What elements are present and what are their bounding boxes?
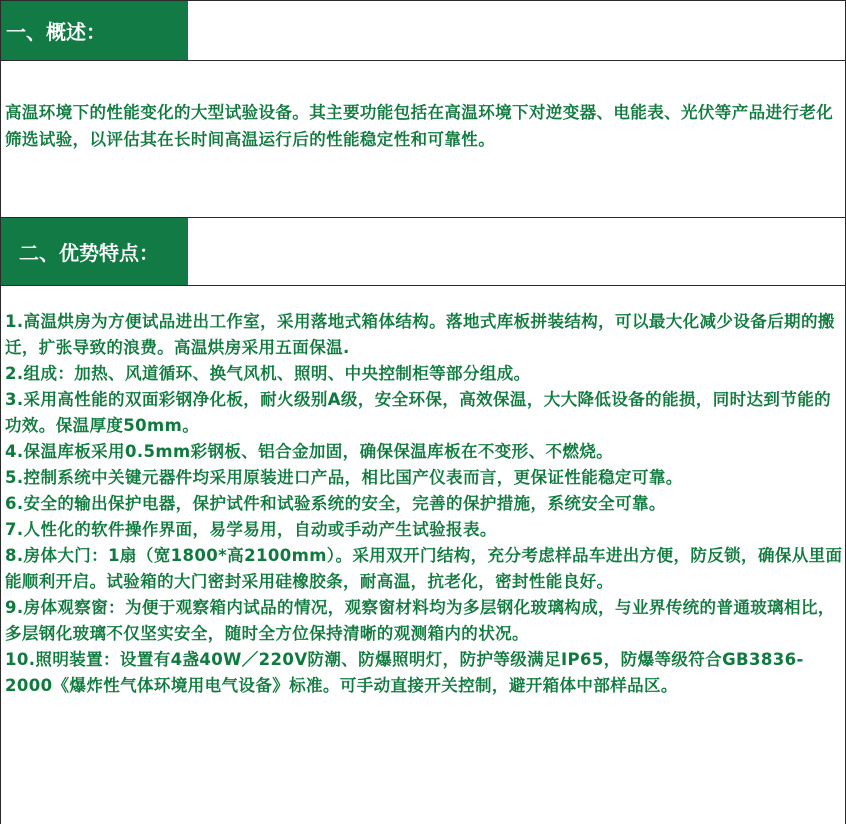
features-body bbox=[0, 286, 846, 824]
features-header bbox=[0, 217, 846, 286]
feature-item-4: 4.保温库板采用0.5mm彩钢板、铝合金加固，确保保温库板在不变形、不燃烧。 bbox=[5, 442, 614, 461]
feature-item-2: 2.组成：加热、风道循环、换气风机、照明、中央控制柜等部分组成。 bbox=[5, 364, 531, 383]
overview-text: 高温环境下的性能变化的大型试验设备。其主要功能包括在高温环境下对逆变器、电能表、光伏等产品进行老化筛选试验，以评估其在长时间高温运行后的性能稳定性和可靠性。 bbox=[5, 103, 834, 149]
features-heading: 二、优势特点： bbox=[19, 241, 159, 265]
feature-item-10: 10.照明装置：设置有4盏40W／220V防潮、防爆照明灯，防护等级满足IP65，防爆等级符合GB3836-2000《爆炸性气体环境用电气设备》标准。可手动直接开关控制，避开箱体中部样品区。 bbox=[5, 650, 804, 695]
overview-tab bbox=[1, 1, 188, 60]
features-tab bbox=[1, 218, 188, 285]
overview-body bbox=[0, 61, 846, 217]
overview-header bbox=[0, 0, 846, 61]
feature-item-5: 5.控制系统中关键元器件均采用原装进口产品，相比国产仪表而言，更保证性能稳定可靠。 bbox=[5, 468, 683, 487]
feature-item-3: 3.采用高性能的双面彩钢净化板，耐火级别A级，安全环保，高效保温，大大降低设备的能损，同时达到节能的功效。保温厚度50mm。 bbox=[5, 390, 832, 435]
overview-heading: 一、概述： bbox=[6, 20, 106, 44]
feature-item-6: 6.安全的输出保护电器，保护试件和试验系统的安全，完善的保护措施，系统安全可靠。 bbox=[5, 494, 666, 513]
features-list bbox=[5, 309, 843, 699]
feature-item-9: 9.房体观察窗：为便于观察箱内试品的情况，观察窗材料均为多层钢化玻璃构成，与业界传统的普通玻璃相比，多层钢化玻璃不仅坚实安全，随时全方位保持清晰的观测箱内的状况。 bbox=[5, 598, 835, 643]
feature-item-8: 8.房体大门：1扇（宽1800*高2100mm）。采用双开门结构，充分考虑样品车进出方便，防反锁，确保从里面能顺利开启。试验箱的大门密封采用硅橡胶条，耐高温，抗老化，密封性能良好。 bbox=[5, 546, 843, 591]
feature-item-7: 7.人性化的软件操作界面，易学易用，自动或手动产生试验报表。 bbox=[5, 520, 497, 539]
feature-item-1: 1.高温烘房为方便试品进出工作室，采用落地式箱体结构。落地式库板拼装结构，可以最大化减少设备后期的搬迁，扩张导致的浪费。高温烘房采用五面保温. bbox=[5, 312, 835, 357]
